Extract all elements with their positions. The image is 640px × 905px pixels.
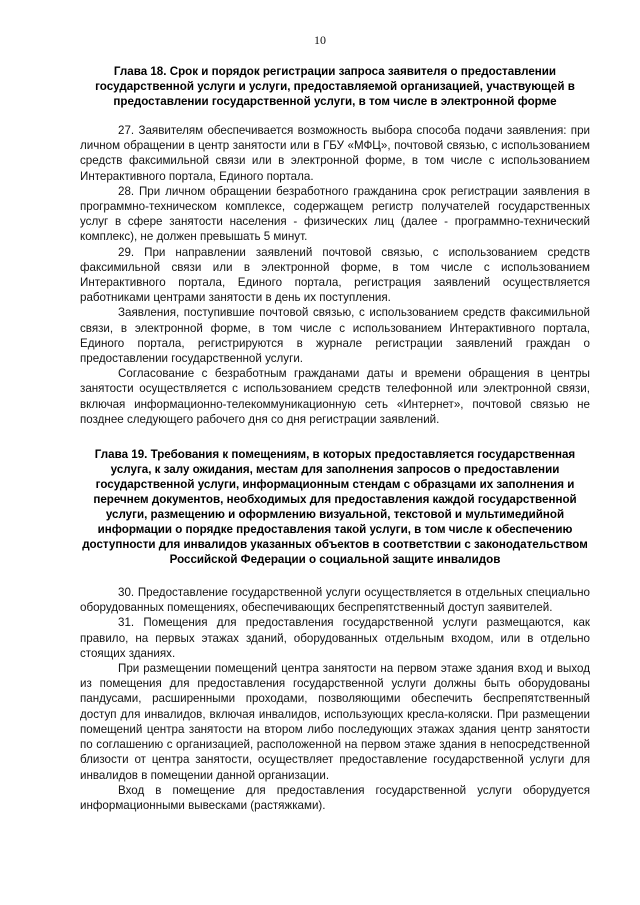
paragraph-27: 27. Заявителям обеспечивается возможность выбора способа подачи заявления: при личном обращении в центр занятости или в ГБУ «МФЦ», почтовой связью, с использованием средств факсимильной связи или в электронной форме, в том числе с использованием Интерактивного портала, Единого портала. (80, 124, 590, 183)
paragraph-31-accessibility: При размещении помещений центра занятости на первом этаже здания вход и выход из помещения для предоставления государственной услуги должны быть оборудованы пандусами, расширенными проходами, позволяющими обеспечить беспрепятственный доступ для инвалидов, включая инвалидов, использующих кресла-коляски. При размещении помещений центра занятости на втором либо последующих этажах здания центр занятости по соглашению с организацией, расположенной на первом этаже здания в непосредственной близости от центра занятости, осуществляет предоставление государственной услуги для инвалидов в помещении данной организации. (80, 662, 590, 782)
chapter-18-body (80, 123, 590, 427)
page-content (80, 64, 590, 813)
paragraph-31: 31. Помещения для предоставления государственной услуги размещаются, как правило, на первых этажах зданий, оборудованных отдельным входом, или в отдельно стоящих зданиях. (80, 616, 590, 660)
chapter-18-title: Глава 18. Срок и порядок регистрации запроса заявителя о предоставлении государственной услуги и услуги, предоставляемой организацией, участвующей в предоставлении государственной услуги, в том числе в электронной форме (95, 65, 575, 108)
paragraph-30: 30. Предоставление государственной услуги осуществляется в отдельных специально оборудованных помещениях, обеспечивающих беспрепятственный доступ заявителей. (80, 586, 590, 615)
paragraph-29-registration: Заявления, поступившие почтовой связью, с использованием средств факсимильной связи, в электронной форме, в том числе с использованием Интерактивного портала, Единого портала, регистрируются в журнале регистрации заявлений граждан о предоставлении государственной услуги. (80, 306, 590, 366)
chapter-19-body (80, 585, 590, 813)
chapter-19-title: Глава 19. Требования к помещениям, в которых предоставляется государственная услуга, к залу ожидания, местам для заполнения запросов о предоставлении государственной услуги, информационным стендам с образцами их заполнения и перечнем документов, необходимых для предоставления каждой государственной услуги, размещению и оформлению визуальной, текстовой и мультимедийной информации о порядке предоставления такой услуги, в том числе к обеспечению доступности для инвалидов указанных объектов в соответствии с законодательством Российской Федерации о социальной защите инвалидов (82, 448, 588, 567)
paragraph-31-entrance: Вход в помещение для предоставления государственной услуги оборудуется информационными вывесками (растяжками). (80, 783, 590, 812)
paragraph-28: 28. При личном обращении безработного гражданина срок регистрации заявления в программно-техническом комплексе, содержащем регистр получателей государственных услуг в сфере занятости населения - физических лиц (далее - программно-технический комплекс), не должен превышать 5 минут. (80, 184, 590, 244)
page-number: 10 (314, 33, 326, 47)
paragraph-29: 29. При направлении заявлений почтовой связью, с использованием средств факсимильной связи или в электронной форме, в том числе с использованием Интерактивного портала, Единого портала, регистрация заявлений осуществляется работниками центрами занятости в день их поступления. (80, 245, 590, 305)
paragraph-29-scheduling: Согласование с безработным гражданами даты и времени обращения в центры занятости осуществляется с использованием средств телефонной или электронной связи, включая информационно-телекоммуникационную сеть «Интернет», почтовой связью не позднее следующего рабочего дня со дня регистрации заявлений. (80, 367, 590, 426)
